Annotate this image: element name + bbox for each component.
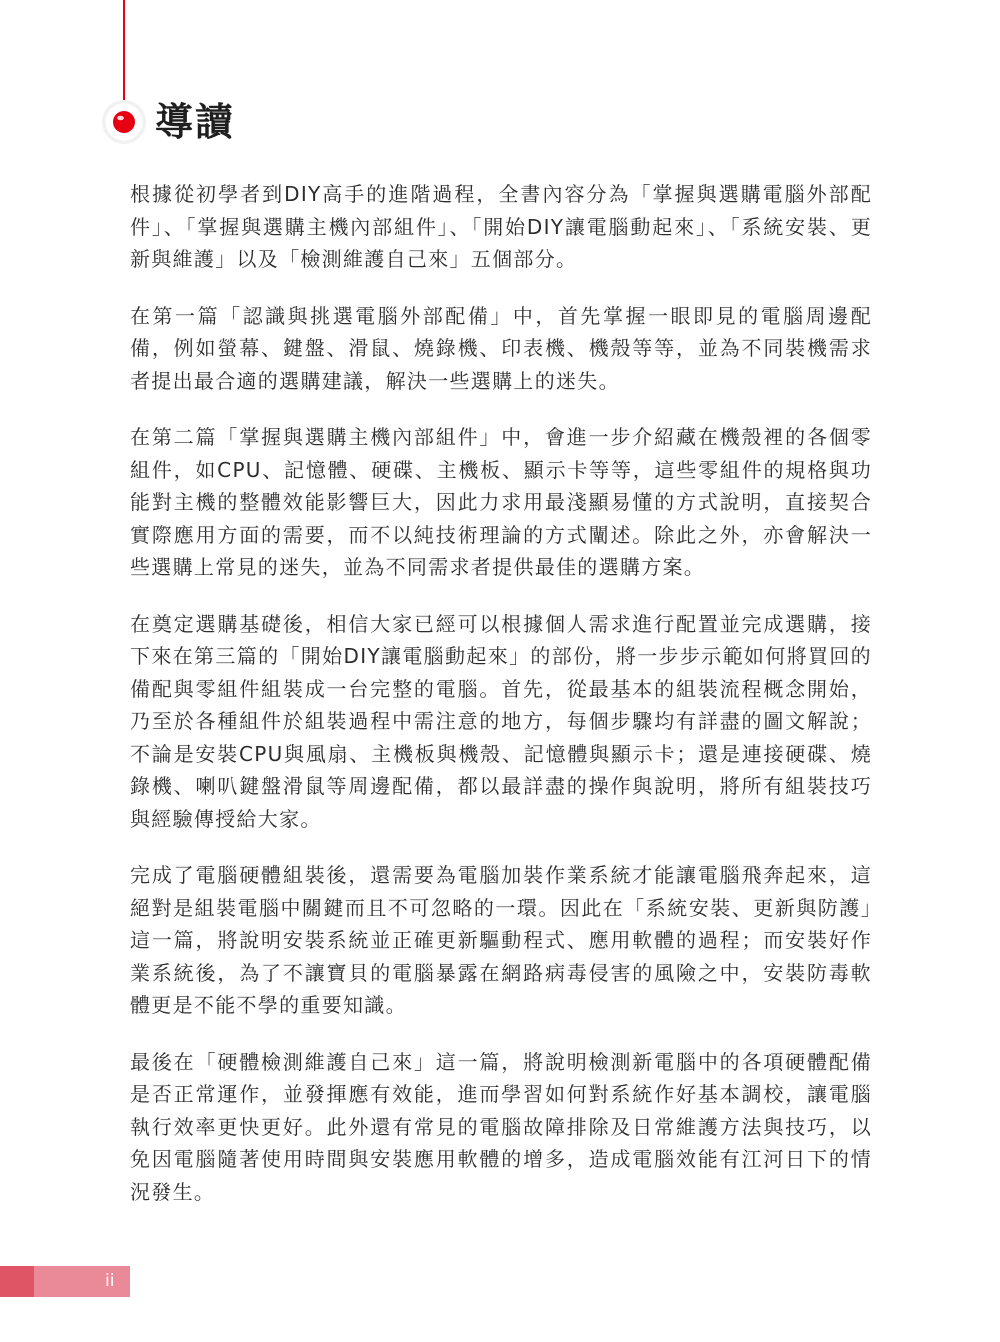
page-title: 導讀	[155, 100, 236, 144]
paragraph: 在奠定選購基礎後，相信大家已經可以根據個人需求進行配置並完成選購，接下來在第三篇的「開始DIY讓電腦動起來」的部份，將一步步示範如何將買回的備配與零組件組裝成一台完整的電腦。首先，從最基本的組裝流程概念開始，乃至於各種組件於組裝過程中需注意的地方，每個步驟均有詳盡的圖文解說；不論是安裝CPU與風扇、主機板與機殼、記憶體與顯示卡；還是連接硬碟、燒錄機、喇叭鍵盤滑鼠等周邊配備，都以最詳盡的操作與說明，將所有組裝技巧與經驗傳授給大家。	[130, 611, 872, 831]
paragraph: 在第二篇「掌握與選購主機內部組件」中，會進一步介紹藏在機殼裡的各個零組件，如CPU、記憶體、硬碟、主機板、顯示卡等等，這些零組件的規格與功能對主機的整體效能影響巨大，因此力求用最淺顯易懂的方式說明，直接契合實際應用方面的需要，而不以純技術理論的方式闡述。除此之外，亦會解決一些選購上常見的迷失，並為不同需求者提供最佳的選購方案。	[130, 425, 872, 579]
paragraph: 完成了電腦硬體組裝後，還需要為電腦加裝作業系統才能讓電腦飛奔起來，這絕對是組裝電腦中關鍵而且不可忽略的一環。因此在「系統安裝、更新與防護」這一篇，將說明安裝系統並正確更新驅動程式、應用軟體的過程；而安裝好作業系統後，為了不讓寶貝的電腦暴露在網路病毒侵害的風險之中，安裝防毒軟體更是不能不學的重要知識。	[130, 863, 872, 1017]
paragraph: 在第一篇「認識與挑選電腦外部配備」中，首先掌握一眼即見的電腦周邊配備，例如螢幕、鍵盤、滑鼠、燒錄機、印表機、機殼等等，並為不同裝機需求者提出最合適的選購建議，解決一些選購上的迷失。	[130, 303, 872, 393]
footer-bar	[34, 1266, 130, 1297]
red-ball-icon	[101, 99, 147, 145]
body-text	[130, 178, 872, 1232]
paragraph: 最後在「硬體檢測維護自己來」這一篇，將說明檢測新電腦中的各項硬體配備是否正常運作，並發揮應有效能，進而學習如何對系統作好基本調校，讓電腦執行效率更快更好。此外還有常見的電腦故障排除及日常維護方法與技巧，以免因電腦隨著使用時間與安裝應用軟體的增多，造成電腦效能有江河日下的情況發生。	[130, 1049, 872, 1204]
page-number: ii	[105, 1271, 115, 1291]
footer-accent-bar	[0, 1266, 34, 1297]
hanging-red-line	[123, 0, 125, 110]
paragraph: 根據從初學者到DIY高手的進階過程，全書內容分為「掌握與選購電腦外部配件」、「掌握與選購主機內部組件」、「開始DIY讓電腦動起來」、「系統安裝、更新與維護」以及「檢測維護自己來」五個部分。	[130, 182, 872, 271]
